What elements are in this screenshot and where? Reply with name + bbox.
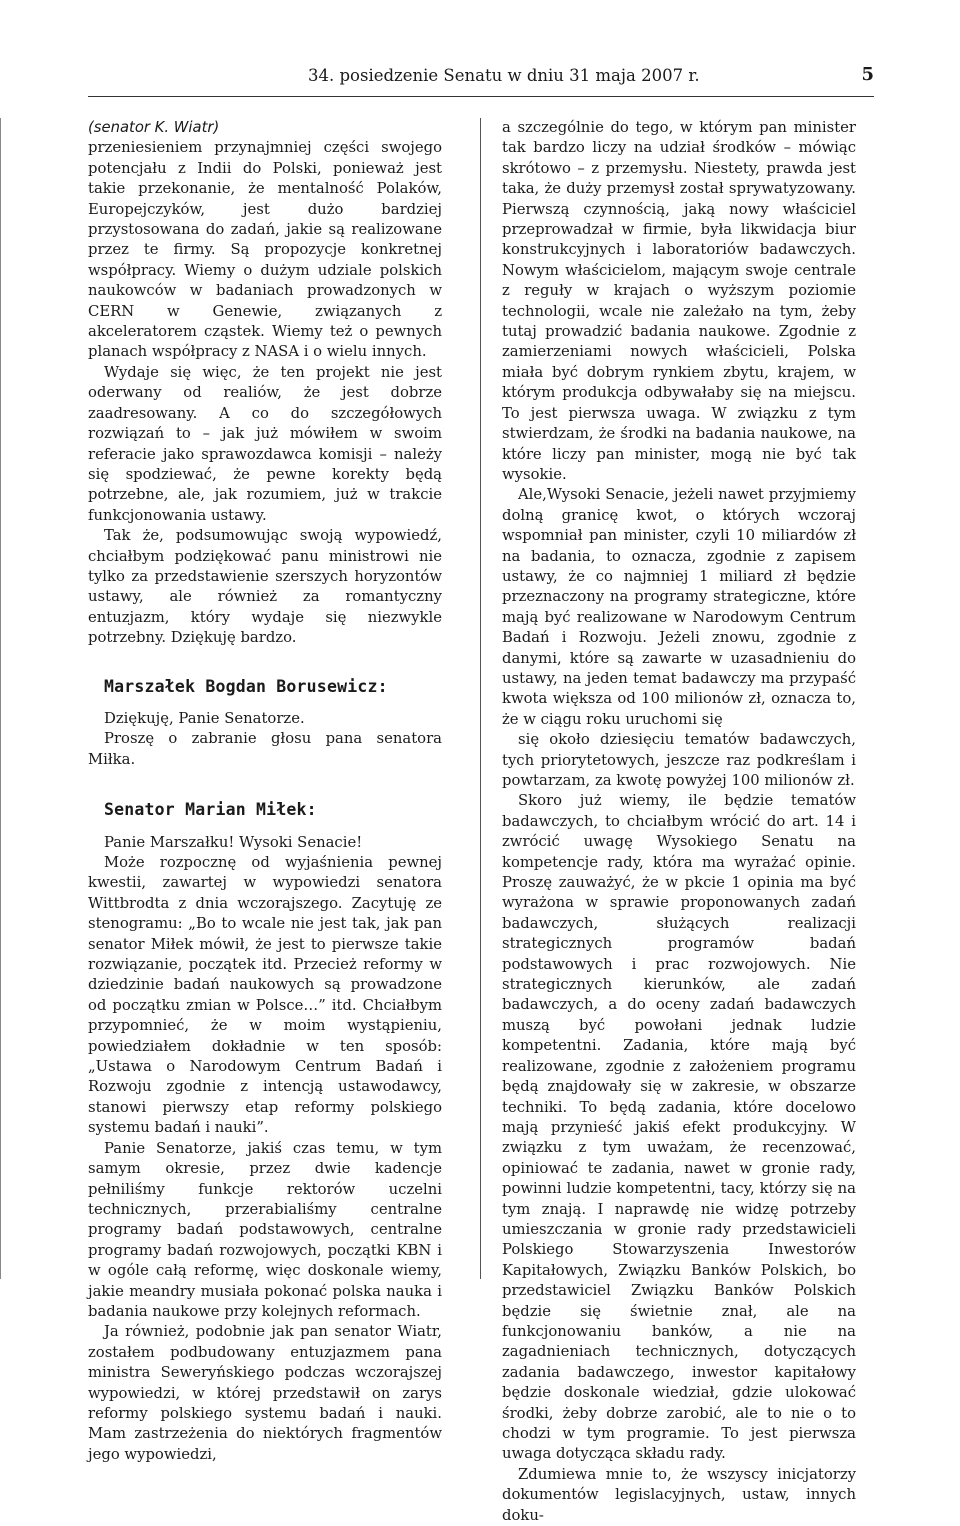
column-divider — [480, 118, 481, 1279]
left-margin-rule — [0, 118, 1, 1279]
paragraph: przeniesieniem przynajmniej części swojego potencjału z Indii do Polski, ponieważ jest takie przekonanie, że mentalność Polaków, Europejczyków, jest dużo bardziej przystosowana do zadań, jakie są realizowane przez te firmy. Są propozycje konkretnej współpracy. Wiemy o dużym udziale polskich naukowców w badaniach prowadzonych w CERN w Genewie, związanych z akceleratorem cząstek. Wiemy też o pewnych planach współpracy z NASA i o wielu innych. — [88, 139, 442, 361]
page-number: 5 — [861, 64, 874, 85]
paragraph: Proszę o zabranie głosu pana senatora Miłka. — [88, 730, 442, 768]
right-column — [502, 118, 856, 1526]
paragraph: a szczególnie do tego, w którym pan minister tak bardzo liczy na udział środków – mówiąc skrótowo – z przemysłu. Niestety, prawda jest taka, że duży przemysł został sprywatyzowany. Pierwszą czynnością, jaką nowy właściciel przeprowadzał w firmie, była likwidacja biur konstrukcyjnych i laboratoriów badawczych. Nowym właścicielom, mającym swoje centrale z reguły w krajach o wyższym poziomie technologii, wcale nie zależało na tym, żeby tutaj prowadzić badania naukowe. Zgodnie z zamierzeniami nowych właścicieli, Polska miała być dobrym rynkiem zbytu, krajem, w którym produkcja odbywałaby się na miejscu. To jest pierwsza uwaga. W związku z tym stwierdzam, że środki na badania naukowe, na które liczy pan minister, mogą nie być tak wysokie. — [502, 119, 856, 483]
paragraph: Ja również, podobnie jak pan senator Wiatr, zostałem podbudowany entuzjazmem pana ministra Seweryńskiego podczas wczorajszej wypowiedzi, w której przedstawił on zarys reformy polskiego systemu badań i nauki. Mam zastrzeżenia do niektórych fragmentów jego wypowiedzi, — [88, 1323, 442, 1463]
paragraph: Panie Senatorze, jakiś czas temu, w tym samym okresie, przez dwie kadencje pełniliśmy funkcje rektorów uczelni technicznych, przerabialiśmy centralne programy badań podstawowych, centralne programy badań rozwojowych, początki KBN i w ogóle całą reformę, więc doskonale wiemy, jakie meandry musiała pokonać polska nauka i badania naukowe przy kolejnych reformach. — [88, 1139, 442, 1320]
header-rule — [88, 96, 874, 97]
left-column — [88, 118, 442, 1465]
page-header — [88, 62, 874, 92]
header-title: 34. posiedzenie Senatu w dniu 31 maja 2007 r. — [308, 66, 700, 85]
paragraph: Skoro już wiemy, ile będzie tematów badawczych, to chciałbym wrócić do art. 14 i zwrócić uwagę Wysokiego Senatu na kompetencje rady, która ma wyrażać opinie. Proszę zauważyć, że w pkcie 1 opinia ma być wyrażona w sprawie proponowanych zadań badawczych, służących realizacji strategicznych programów badań podstawowych i prac rozwojowych. Nie strategicznych kierunków, ale zadań badawczych, a do oceny zadań badawczych muszą być powołani jednak ludzie kompetentni. Zadania, które mają być realizowane, zgodnie z założeniem programu będą znajdowały się w zakresie, w obszarze techniki. To będą zadania, które docelowo mają przynieść jakiś efekt produkcyjny. W związku z tym uważam, że recenzować, opiniować te zadania, nawet w gronie rady, powinni ludzie kompetentni, tacy, którzy się na tym znają. I naprawdę nie widzę potrzeby umieszczania w gronie rady przedstawicieli Polskiego Stowarzyszenia Inwestorów Kapitałowych, Związku Banków Polskich, bo przedstawiciel Związku Banków Polskich będzie się świetnie znał, ale na funkcjonowaniu banków, a nie na zagadnieniach technicznych, dotyczących zadania badawczego, inwestor kapitałowy będzie doskonale wiedział, gdzie ulokować środki, żeby dobrze zarobić, ale to nie o to chodzi w tym programie. To jest pierwsza uwaga dotycząca składu rady. — [502, 792, 856, 1463]
speaker-heading: Senator Marian Miłek: — [104, 800, 317, 820]
paragraph: się około dziesięciu tematów badawczych, tych priorytetowych, jeszcze raz podkreślam i powtarzam, za kwotę powyżej 100 milionów zł. — [502, 731, 856, 789]
speaker-heading: Marszałek Bogdan Borusewicz: — [104, 676, 388, 696]
paragraph: Może rozpocznę od wyjaśnienia pewnej kwestii, zawartej w wypowiedzi senatora Wittbrodta z dnia wczorajszego. Zacytuję ze stenogramu: „Bo to wcale nie jest tak, jak pan senator Miłek mówił, że jest to pierwsze takie rozwiązanie, początek itd. Przecież reformy w dziedzinie badań naukowych są prowadzone od początku zmian w Polsce…” itd. Chciałbym przypomnieć, że w moim wystąpieniu, powiedziałem dokładnie w ten sposób: „Ustawa o Narodowym Centrum Badań i Rozwoju zgodnie z intencją ustawodawcy, stanowi pierwszy etap reformy polskiego systemu badań i nauki”. — [88, 854, 442, 1137]
paragraph: Zdumiewa mnie to, że wszyscy inicjatorzy dokumentów legislacyjnych, ustaw, innych doku- — [502, 1465, 856, 1524]
speaker-tag: (senator K. Wiatr) — [88, 119, 220, 136]
paragraph: Ale,Wysoki Senacie, jeżeli nawet przyjmiemy dolną granicę kwot, o których wczoraj wspomniał pan minister, czyli 10 miliardów zł na badania, to oznacza, zgodnie z zapisem ustawy, że co najmniej 1 miliard zł będzie przeznaczony na programy strategiczne, które mają być realizowane w Narodowym Centrum Badań i Rozwoju. Jeżeli znowu, zgodnie z danymi, które są zawarte w uzasadnieniu do ustawy, na jeden temat badawczy ma przypaść kwota większa od 100 milionów zł, oznacza to, że w ciągu roku uruchomi się — [502, 486, 856, 728]
paragraph: Tak że, podsumowując swoją wypowiedź, chciałbym podziękować panu ministrowi nie tylko za przedstawienie szerszych horyzontów ustawy, ale również za romantyczny entuzjazm, który wydaje się niezwykle potrzebny. Dziękuję bardzo. — [88, 527, 442, 647]
paragraph: Dziękuję, Panie Senatorze. — [104, 709, 305, 727]
paragraph: Wydaje się więc, że ten projekt nie jest oderwany od realiów, że jest dobrze zaadresowany. A co do szczegółowych rozwiązań to – jak już mówiłem w swoim referacie jako sprawozdawca komisji – należy się spodziewać, że pewne korekty będą potrzebne, ale, jak rozumiem, już w trakcie funkcjonowania ustawy. — [88, 363, 442, 524]
paragraph: Panie Marszałku! Wysoki Senacie! — [104, 833, 363, 851]
